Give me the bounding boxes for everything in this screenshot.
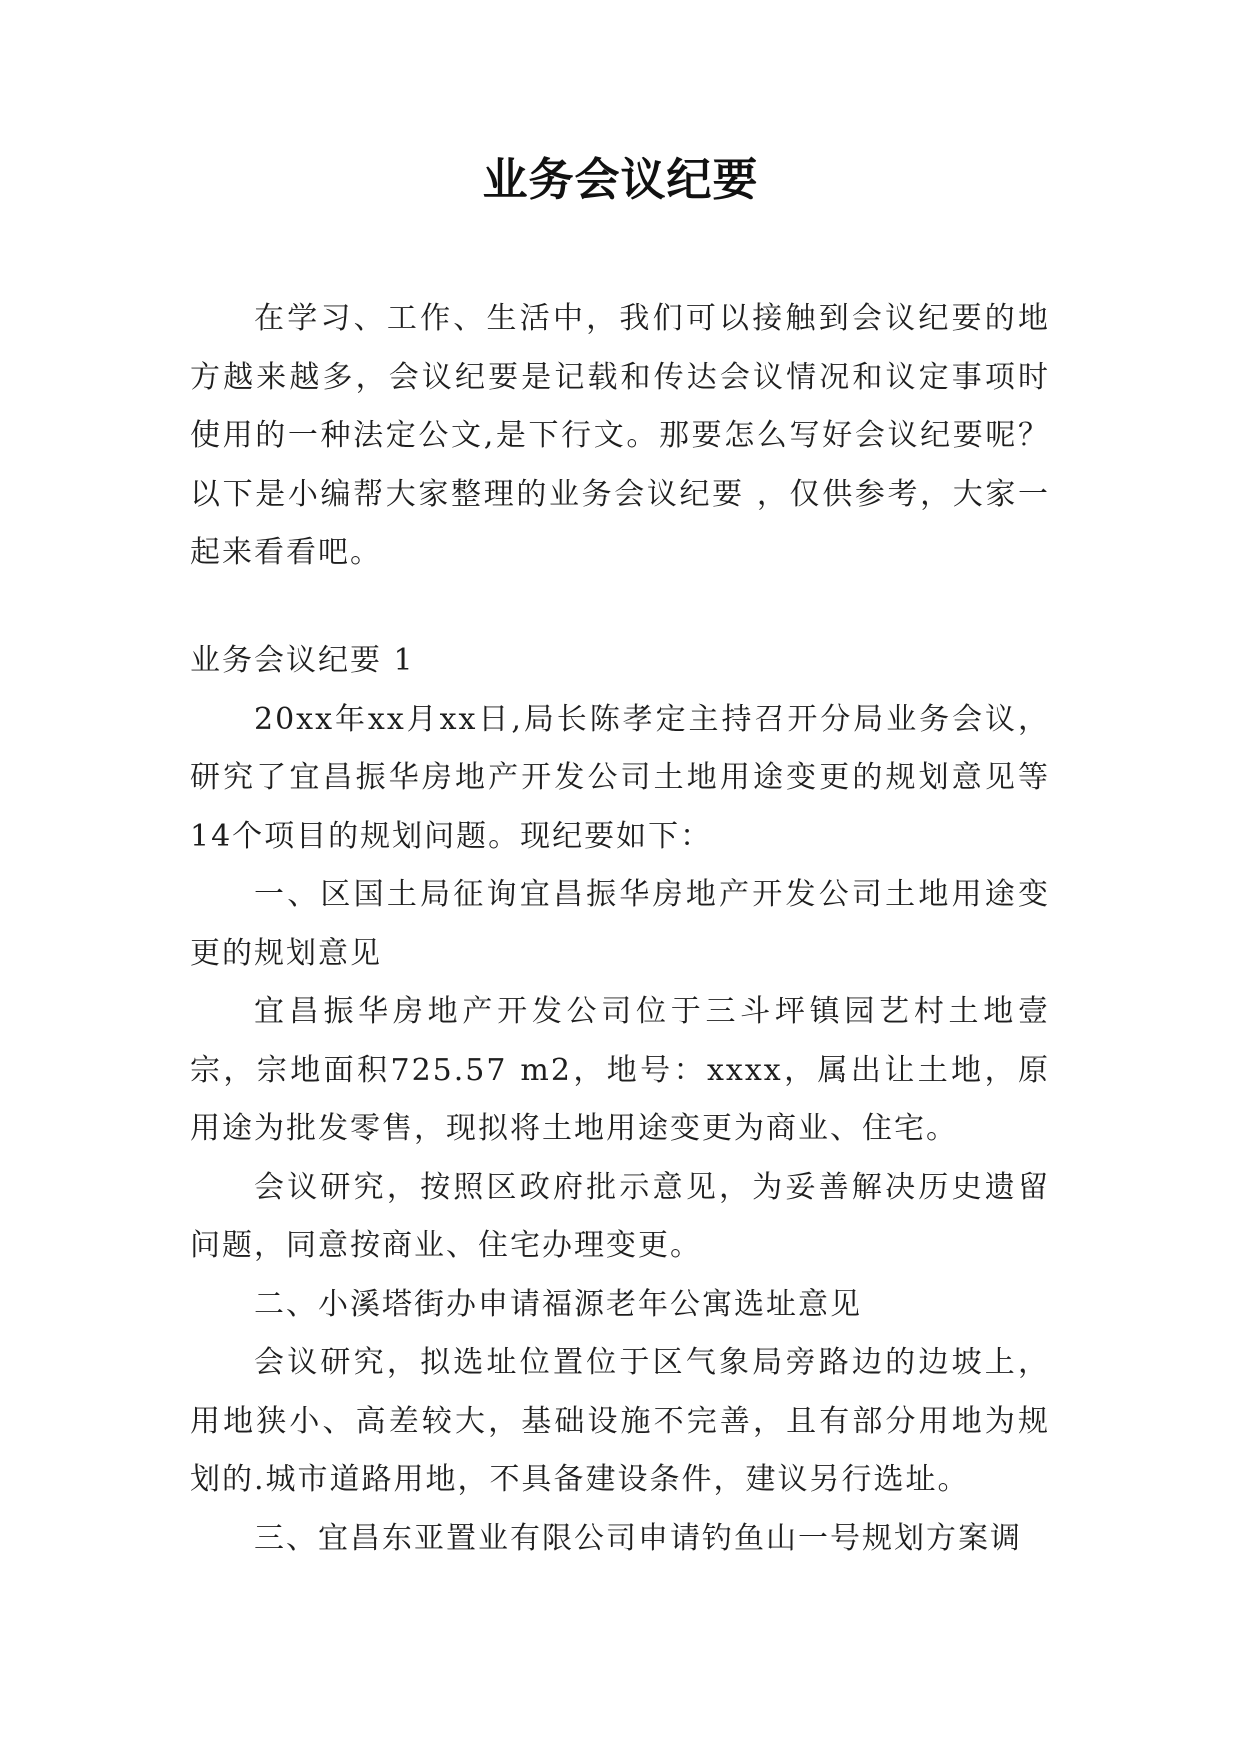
body-paragraph: 会议研究，拟选址位置位于区气象局旁路边的边坡上，用地狭小、高差较大，基础设施不完善，且有部分用地为规划的.城市道路用地，不具备建设条件，建议另行选址。 [190,1345,1050,1497]
body-paragraph: 宜昌振华房地产开发公司位于三斗坪镇园艺村土地壹宗，宗地面积725.57 m2，地号：xxxx，属出让土地，原用途为批发零售，现拟将土地用途变更为商业、住宅。 [190,994,1050,1146]
intro-block [190,290,1050,583]
intro-paragraph: 在学习、工作、生活中，我们可以接触到会议纪要的地方越来越多，会议纪要是记载和传达会议情况和议定事项时使用的一种法定公文,是下行文。那要怎么写好会议纪要呢？以下是小编帮大家整理的业务会议纪要 ，仅供参考，大家一起来看看吧。 [190,301,1050,570]
section-heading: 业务会议纪要 1 [190,643,415,678]
section-block [190,632,1050,1568]
item-heading: 一、区国土局征询宜昌振华房地产开发公司土地用途变更的规划意见 [190,877,1050,971]
item-heading: 三、宜昌东亚置业有限公司申请钓鱼山一号规划方案调 [254,1520,1022,1556]
body-paragraph: 会议研究，按照区政府批示意见，为妥善解决历史遗留问题，同意按商业、住宅办理变更。 [190,1169,1050,1263]
body-paragraph: 20xx年xx月xx日,局长陈孝定主持召开分局业务会议，研究了宜昌振华房地产开发公司土地用途变更的规划意见等14个项目的规划问题。现纪要如下： [190,701,1050,854]
item-heading: 二、小溪塔街办申请福源老年公寓选址意见 [254,1286,862,1322]
document-title: 业务会议纪要 [482,153,759,206]
